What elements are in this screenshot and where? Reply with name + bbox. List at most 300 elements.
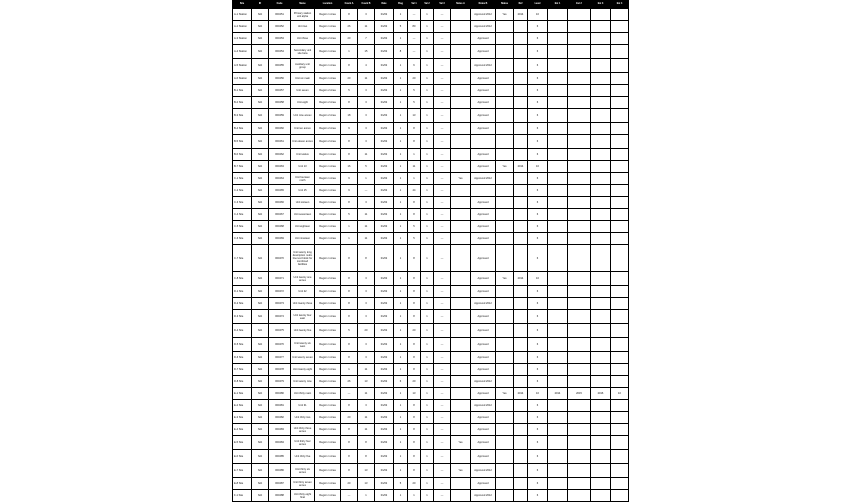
table-cell: 8 — [341, 286, 358, 298]
table-cell: 10 — [528, 9, 548, 21]
table-cell: N/A — [252, 450, 269, 464]
table-cell: 000472 — [269, 286, 291, 298]
table-row — [233, 73, 629, 85]
table-cell: 11 — [358, 149, 375, 161]
table-cell: 3 — [358, 338, 375, 352]
table-cell: 01/02 — [375, 310, 394, 324]
table-cell: 5 — [408, 85, 421, 97]
table-cell: 10 — [528, 272, 548, 286]
table-cell: 1 — [421, 376, 434, 388]
table-cell — [611, 310, 629, 324]
table-row — [233, 286, 629, 298]
table-cell: Unit thirty main — [291, 388, 315, 400]
table-cell: 1 — [421, 123, 434, 135]
table-cell — [548, 21, 568, 33]
table-cell: 11 — [358, 364, 375, 376]
table-cell: 6 — [528, 436, 548, 450]
table-cell: Region 1 Area — [315, 209, 341, 221]
column-header[interactable]: Site — [233, 1, 252, 9]
table-cell: 6 — [528, 412, 548, 424]
column-header[interactable]: Code — [269, 1, 291, 9]
table-cell: 5 — [358, 161, 375, 173]
column-header[interactable]: Val 2 — [421, 1, 434, 9]
table-cell: 000473 — [269, 298, 291, 310]
table-cell: 000462 — [269, 149, 291, 161]
table-cell: 3 — [358, 109, 375, 123]
table-row — [233, 233, 629, 245]
table-cell: Region 1 Area — [315, 424, 341, 436]
column-header[interactable]: Ref — [514, 1, 528, 9]
table-cell: 000461 — [269, 135, 291, 149]
table-cell: D-2 Site — [233, 298, 252, 310]
table-cell — [568, 73, 591, 85]
table-cell: 01/02 — [375, 197, 394, 209]
table-cell: 000467 — [269, 209, 291, 221]
table-cell: 6 — [528, 73, 548, 85]
table-cell: — — [434, 324, 451, 338]
table-cell: 1 — [394, 245, 408, 272]
table-cell: Unit twenty seven — [291, 352, 315, 364]
table-cell: 000453 — [269, 33, 291, 45]
table-cell: N/A — [252, 209, 269, 221]
table-cell: 000485 — [269, 450, 291, 464]
table-cell: Yes — [496, 388, 514, 400]
table-cell — [514, 45, 528, 59]
table-cell — [514, 412, 528, 424]
table-cell: Region 1 Area — [315, 478, 341, 490]
table-cell: Region 1 Area — [315, 400, 341, 412]
table-cell: N/A — [252, 123, 269, 135]
column-header[interactable]: Val 1 — [408, 1, 421, 9]
column-header[interactable]: Date — [375, 1, 394, 9]
table-cell — [591, 400, 611, 412]
table-cell — [514, 436, 528, 450]
column-header[interactable]: Count A — [341, 1, 358, 9]
table-cell: Yes — [496, 272, 514, 286]
table-cell: 6 — [528, 197, 548, 209]
table-cell: 11 — [358, 209, 375, 221]
table-cell: 1 — [394, 233, 408, 245]
table-cell: 1 — [358, 490, 375, 502]
table-cell — [514, 424, 528, 436]
table-cell: 01/02 — [375, 85, 394, 97]
table-cell — [451, 161, 471, 173]
table-cell: 000479 — [269, 376, 291, 388]
table-cell: 10 — [528, 388, 548, 400]
column-header[interactable]: Est 3 — [591, 1, 611, 9]
table-cell: 6 — [528, 123, 548, 135]
table-cell: Approved 2012 — [471, 400, 496, 412]
table-cell: 6 — [528, 221, 548, 233]
column-header[interactable]: Location — [315, 1, 341, 9]
table-cell: 1 — [421, 478, 434, 490]
table-cell — [611, 245, 629, 272]
table-cell: N/A — [252, 272, 269, 286]
table-cell: N/A — [252, 45, 269, 59]
table-cell: A-4 Station — [233, 45, 252, 59]
table-cell: — — [341, 490, 358, 502]
table-row — [233, 185, 629, 197]
table-cell: 20 — [408, 478, 421, 490]
table-cell — [496, 73, 514, 85]
table-cell — [611, 123, 629, 135]
table-cell: Approved 2012 — [471, 464, 496, 478]
table-cell — [568, 310, 591, 324]
table-cell — [451, 412, 471, 424]
table-cell — [451, 424, 471, 436]
table-cell — [514, 310, 528, 324]
table-cell — [611, 21, 629, 33]
table-cell: 5 — [394, 21, 408, 33]
table-cell: Approved — [471, 424, 496, 436]
table-cell: — — [434, 135, 451, 149]
table-row — [233, 436, 629, 450]
table-cell — [591, 73, 611, 85]
table-cell: Region 1 Area — [315, 412, 341, 424]
table-cell — [514, 85, 528, 97]
table-cell — [611, 424, 629, 436]
table-cell: 1 — [394, 436, 408, 450]
table-cell: N/A — [252, 412, 269, 424]
table-cell: Approved — [471, 123, 496, 135]
table-cell: Region 1 Area — [315, 9, 341, 21]
table-cell: D-5 Site — [233, 338, 252, 352]
table-cell — [496, 221, 514, 233]
table-cell: Unit ten annex — [291, 123, 315, 135]
table-cell: 3 — [358, 272, 375, 286]
table-cell: 1 — [358, 173, 375, 185]
table-row — [233, 364, 629, 376]
table-cell: Unit twenty one annex — [291, 272, 315, 286]
table-cell: — — [434, 338, 451, 352]
table-row — [233, 209, 629, 221]
table-cell: Approved 2012 — [471, 490, 496, 502]
column-header[interactable]: Count B — [358, 1, 375, 9]
table-cell: 4 — [358, 59, 375, 73]
table-cell: 11 — [358, 73, 375, 85]
table-cell — [496, 59, 514, 73]
table-cell: 2014 — [548, 388, 568, 400]
table-cell: 6 — [528, 364, 548, 376]
table-cell: 13 — [358, 376, 375, 388]
table-cell: 5 — [341, 209, 358, 221]
table-cell — [568, 161, 591, 173]
table-cell: 11 — [358, 424, 375, 436]
table-cell — [611, 45, 629, 59]
table-cell — [514, 173, 528, 185]
table-cell: 5 — [408, 221, 421, 233]
table-cell: — — [434, 376, 451, 388]
table-cell — [548, 450, 568, 464]
table-cell: N/A — [252, 364, 269, 376]
table-cell — [591, 9, 611, 21]
table-cell: N/A — [252, 464, 269, 478]
table-cell — [514, 338, 528, 352]
table-cell — [568, 338, 591, 352]
table-cell: Unit twenty nine — [291, 376, 315, 388]
table-cell: F-1 Site — [233, 490, 252, 502]
table-cell — [514, 233, 528, 245]
table-cell — [548, 310, 568, 324]
table-cell: D-6 Site — [233, 352, 252, 364]
table-cell: Approved — [471, 97, 496, 109]
table-cell: — — [434, 209, 451, 221]
table-cell: 20 — [408, 376, 421, 388]
table-cell: 6 — [528, 245, 548, 272]
table-cell — [611, 73, 629, 85]
table-cell — [514, 185, 528, 197]
table-cell: 01/02 — [375, 149, 394, 161]
table-cell: — — [434, 59, 451, 73]
table-cell: N/A — [252, 400, 269, 412]
table-cell: Region 2 Area — [315, 135, 341, 149]
table-cell: 8 — [341, 298, 358, 310]
table-cell: 8 — [408, 245, 421, 272]
table-cell: 1 — [421, 135, 434, 149]
table-cell — [548, 400, 568, 412]
table-cell: C-6 Site — [233, 233, 252, 245]
table-cell — [591, 376, 611, 388]
table-cell: — — [434, 85, 451, 97]
table-cell: 15 — [358, 45, 375, 59]
table-cell: Approved — [471, 324, 496, 338]
table-cell: 6 — [528, 21, 548, 33]
table-cell: Unit twenty long description multi-line text block for combined facilities — [291, 245, 315, 272]
table-cell: Yes — [451, 464, 471, 478]
table-cell: 1 — [421, 400, 434, 412]
table-cell: N/A — [252, 149, 269, 161]
table-cell: 1 — [408, 490, 421, 502]
column-header[interactable]: Name — [291, 1, 315, 9]
table-cell: Region 1 Area — [315, 298, 341, 310]
column-header[interactable]: ID — [252, 1, 269, 9]
table-row — [233, 424, 629, 436]
table-cell: 000474 — [269, 310, 291, 324]
table-cell: 01/02 — [375, 9, 394, 21]
table-cell: B-2 Site — [233, 97, 252, 109]
table-cell: 1 — [421, 310, 434, 324]
table-cell: 8 — [341, 245, 358, 272]
table-cell: 000451 — [269, 9, 291, 21]
table-cell: — — [434, 109, 451, 123]
table-cell — [568, 412, 591, 424]
table-cell: Unit thirty four annex — [291, 436, 315, 450]
table-cell — [591, 450, 611, 464]
table-cell — [451, 324, 471, 338]
table-row — [233, 149, 629, 161]
table-cell — [611, 85, 629, 97]
table-cell: N/A — [252, 197, 269, 209]
table-cell: 9 — [341, 173, 358, 185]
table-cell: — — [358, 185, 375, 197]
table-cell — [591, 364, 611, 376]
table-cell: 3 — [358, 197, 375, 209]
table-cell — [451, 478, 471, 490]
table-cell: 01/02 — [375, 272, 394, 286]
table-cell: Approved — [471, 85, 496, 97]
table-cell: 01/02 — [375, 490, 394, 502]
table-cell: 1 — [394, 412, 408, 424]
table-cell: Region 1 Area — [315, 310, 341, 324]
table-cell: 13 — [358, 478, 375, 490]
table-cell — [451, 376, 471, 388]
table-cell: 8 — [408, 464, 421, 478]
table-cell — [514, 490, 528, 502]
table-cell — [548, 478, 568, 490]
table-cell: — — [434, 161, 451, 173]
table-cell — [591, 161, 611, 173]
table-cell: 1 — [394, 464, 408, 478]
table-cell: 000482 — [269, 412, 291, 424]
table-cell: 01/02 — [375, 464, 394, 478]
table-cell: 1 — [341, 221, 358, 233]
table-cell: E-2 Site — [233, 400, 252, 412]
table-cell: N/A — [252, 286, 269, 298]
table-cell: — — [408, 45, 421, 59]
table-cell: 6 — [528, 464, 548, 478]
table-cell: 1 — [421, 197, 434, 209]
table-cell: Approved — [471, 412, 496, 424]
table-row — [233, 45, 629, 59]
table-cell — [611, 97, 629, 109]
data-table — [232, 0, 629, 502]
table-cell: 1 — [421, 21, 434, 33]
table-cell — [548, 161, 568, 173]
column-header[interactable]: Level — [528, 1, 548, 9]
table-cell — [611, 464, 629, 478]
table-cell — [496, 412, 514, 424]
table-cell: 1 — [421, 364, 434, 376]
table-cell — [496, 364, 514, 376]
table-cell: 5 — [394, 478, 408, 490]
table-cell: Region 1 Area — [315, 436, 341, 450]
table-cell — [548, 424, 568, 436]
table-cell — [496, 209, 514, 221]
table-row — [233, 245, 629, 272]
table-cell — [496, 245, 514, 272]
table-cell: D-1 Site — [233, 286, 252, 298]
table-cell: 01/02 — [375, 123, 394, 135]
table-cell — [591, 85, 611, 97]
table-cell: 6 — [528, 310, 548, 324]
table-cell: 8 — [394, 45, 408, 59]
table-cell — [548, 97, 568, 109]
table-cell — [568, 352, 591, 364]
table-cell: 1 — [394, 298, 408, 310]
table-cell: Region 1 Area — [315, 45, 341, 59]
table-cell: 8 — [408, 135, 421, 149]
table-cell: 1 — [421, 324, 434, 338]
table-cell: — — [408, 9, 421, 21]
table-cell: N/A — [252, 161, 269, 173]
column-header[interactable]: Est 2 — [568, 1, 591, 9]
table-cell — [496, 109, 514, 123]
table-cell — [591, 97, 611, 109]
table-cell: 1 — [421, 59, 434, 73]
table-cell — [591, 21, 611, 33]
table-cell — [471, 135, 496, 149]
table-cell: 1 — [394, 97, 408, 109]
table-cell: B-1 Site — [233, 85, 252, 97]
table-cell: Approved — [471, 352, 496, 364]
table-cell: Approved — [471, 310, 496, 324]
table-cell: 000477 — [269, 352, 291, 364]
column-header[interactable]: Notes B — [471, 1, 496, 9]
table-cell — [514, 149, 528, 161]
table-cell: Region 1 Area — [315, 185, 341, 197]
table-cell: C-2 Site — [233, 185, 252, 197]
table-cell: 1 — [408, 173, 421, 185]
table-cell: 1 — [394, 424, 408, 436]
table-cell: 11 — [358, 388, 375, 400]
table-cell: Approved — [471, 478, 496, 490]
table-cell — [496, 376, 514, 388]
table-cell: 5 — [408, 97, 421, 109]
column-header[interactable]: Val 3 — [434, 1, 451, 9]
column-header[interactable]: Notes A — [451, 1, 471, 9]
table-cell — [496, 324, 514, 338]
table-cell: Region 1 Area — [315, 286, 341, 298]
table-cell: 1 — [421, 490, 434, 502]
table-cell — [496, 149, 514, 161]
table-cell: Region 2 Area — [315, 272, 341, 286]
table-cell — [611, 33, 629, 45]
table-cell: 000463 — [269, 161, 291, 173]
table-cell — [451, 298, 471, 310]
table-cell — [451, 388, 471, 400]
table-cell: 01/02 — [375, 424, 394, 436]
table-cell: 1 — [394, 85, 408, 97]
table-cell: 01/02 — [375, 135, 394, 149]
table-cell: 01/02 — [375, 412, 394, 424]
table-cell: — — [434, 364, 451, 376]
column-header[interactable]: Flag — [394, 1, 408, 9]
table-cell: N/A — [252, 245, 269, 272]
table-cell: 18 — [341, 109, 358, 123]
table-cell: 000487 — [269, 478, 291, 490]
column-header[interactable]: Est 1 — [548, 1, 568, 9]
table-cell: C-8 Site — [233, 272, 252, 286]
table-cell: 1 — [394, 123, 408, 135]
table-cell: 1 — [421, 436, 434, 450]
table-row — [233, 324, 629, 338]
table-cell: — — [434, 73, 451, 85]
table-cell: E-3 Site — [233, 412, 252, 424]
table-cell — [568, 245, 591, 272]
table-cell — [496, 123, 514, 135]
table-cell: 1 — [421, 45, 434, 59]
table-cell — [496, 33, 514, 45]
table-cell: Unit thirty five — [291, 450, 315, 464]
table-cell — [548, 245, 568, 272]
table-cell — [568, 221, 591, 233]
table-cell — [496, 173, 514, 185]
column-header[interactable]: Status — [496, 1, 514, 9]
table-cell — [568, 9, 591, 21]
table-cell: 1 — [421, 173, 434, 185]
table-cell: 5 — [341, 85, 358, 97]
table-cell — [591, 310, 611, 324]
table-cell: 6 — [528, 45, 548, 59]
table-cell: 1 — [408, 149, 421, 161]
table-cell: 6 — [528, 338, 548, 352]
table-cell: 2016 — [591, 388, 611, 400]
table-cell: Approved — [471, 149, 496, 161]
table-cell — [514, 450, 528, 464]
table-cell: 2014 — [514, 272, 528, 286]
table-cell: N/A — [252, 59, 269, 73]
column-header[interactable]: Est 4 — [611, 1, 629, 9]
